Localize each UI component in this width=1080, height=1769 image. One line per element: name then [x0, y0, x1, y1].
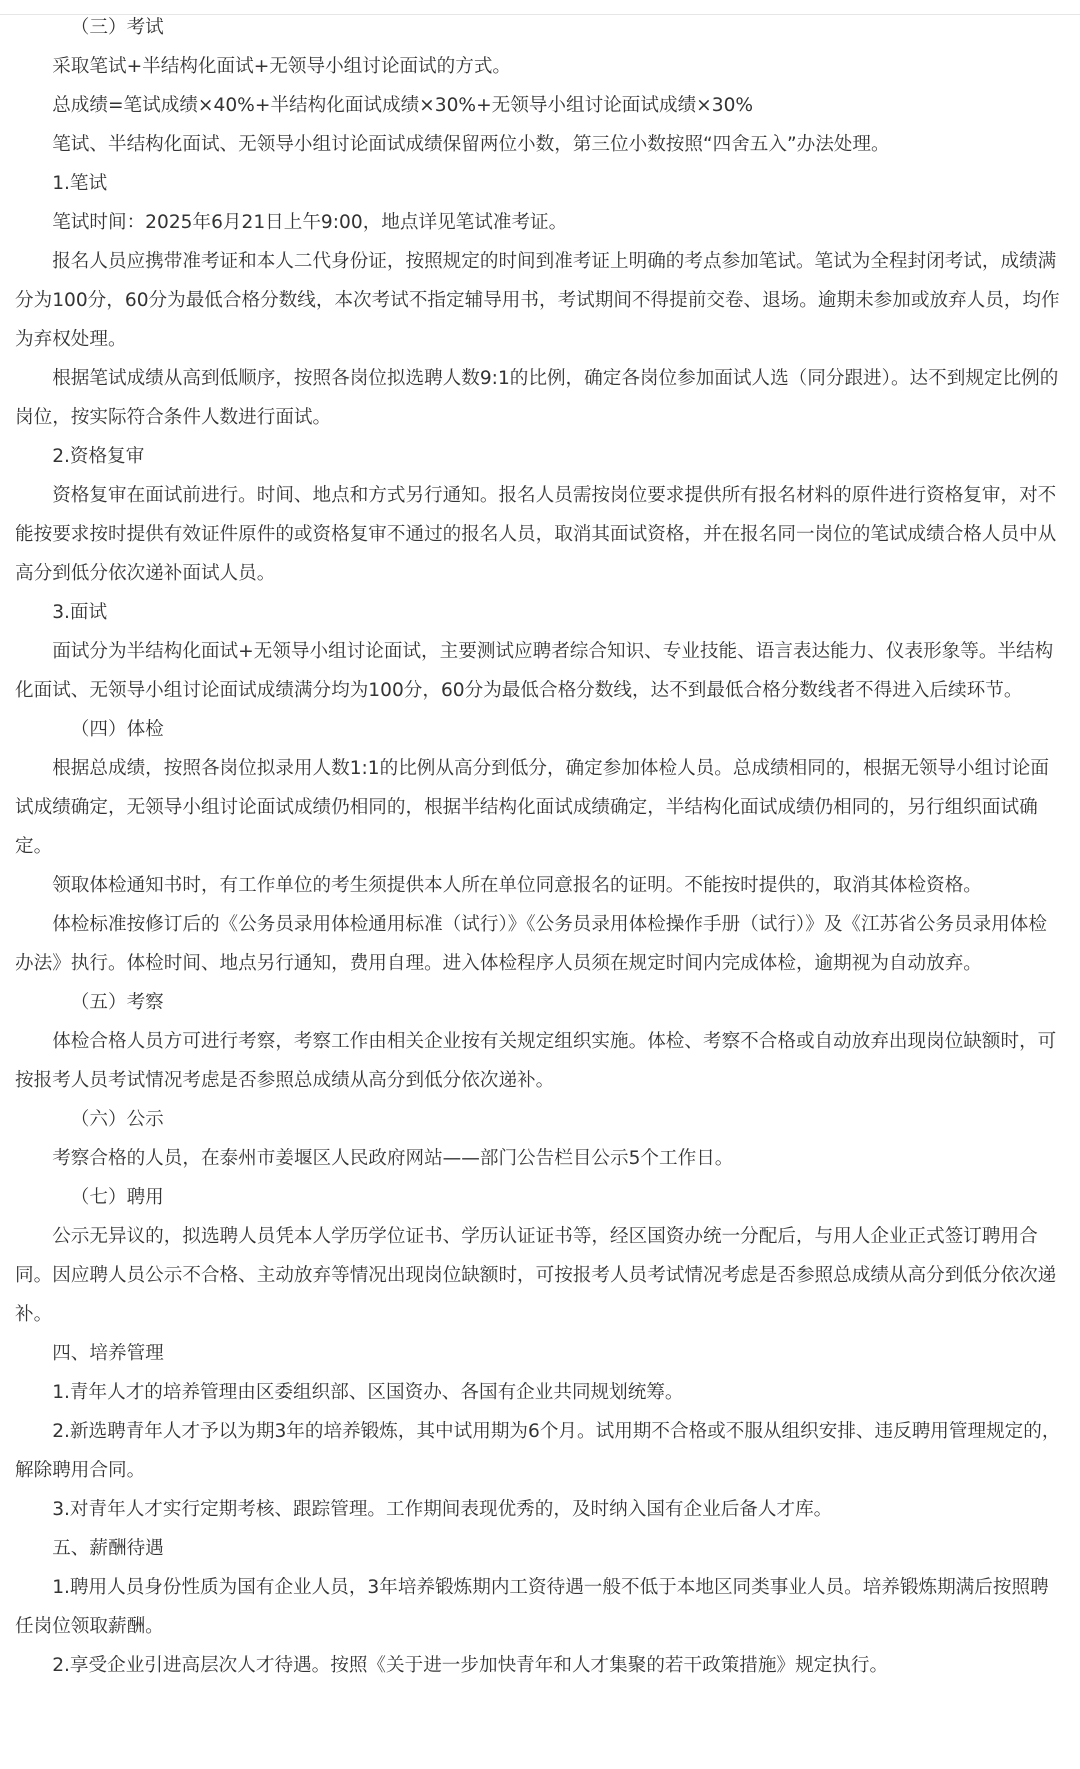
chapter-heading-training: 四、培养管理 [52, 1343, 164, 1364]
paragraph: 公示无异议的，拟选聘人员凭本人学历学位证书、学历认证证书等，经区国资办统一分配后，与用人企业正式签订聘用合同。因应聘人员公示不合格、主动放弃等情况出现岗位缺额时，可按报考人员考试情况考虑是否参照总成绩从高分到低分依次递补。 [15, 1226, 1057, 1325]
paragraph: 笔试、半结构化面试、无领导小组讨论面试成绩保留两位小数，第三位小数按照“四舍五入”办法处理。 [52, 134, 890, 155]
document-body [15, 8, 1065, 1685]
chapter-heading-salary: 五、薪酬待遇 [52, 1538, 164, 1559]
section-heading-inspection: （五）考察 [70, 992, 164, 1013]
paragraph: 体检标准按修订后的《公务员录用体检通用标准（试行）》《公务员录用体检操作手册（试行）》及《江苏省公务员录用体检办法》执行。体检时间、地点另行通知，费用自理。进入体检程序人员须在规定时间内完成体检，逾期视为自动放弃。 [15, 914, 1047, 974]
paragraph: 采取笔试+半结构化面试+无领导小组讨论面试的方式。 [52, 56, 512, 77]
paragraph: 笔试时间：2025年6月21日上午9:00，地点详见笔试准考证。 [52, 212, 568, 233]
paragraph: 总成绩=笔试成绩×40%+半结构化面试成绩×30%+无领导小组讨论面试成绩×30% [52, 95, 754, 116]
section-heading-publicity: （六）公示 [70, 1109, 164, 1130]
paragraph: 1.青年人才的培养管理由区委组织部、区国资办、各国有企业共同规划统筹。 [52, 1382, 684, 1403]
paragraph: 1.聘用人员身份性质为国有企业人员，3年培养锻炼期内工资待遇一般不低于本地区同类事业人员。培养锻炼期满后按照聘任岗位领取薪酬。 [15, 1577, 1049, 1637]
subheading-interview: 3.面试 [52, 602, 108, 623]
paragraph: 2.新选聘青年人才予以为期3年的培养锻炼，其中试用期为6个月。试用期不合格或不服从组织安排、违反聘用管理规定的，解除聘用合同。 [15, 1421, 1061, 1481]
paragraph: 报名人员应携带准考证和本人二代身份证，按照规定的时间到准考证上明确的考点参加笔试。笔试为全程封闭考试，成绩满分为100分，60分为最低合格分数线，本次考试不指定辅导用书，考试期间不得提前交卷、退场。逾期未参加或放弃人员，均作为弃权处理。 [15, 251, 1060, 350]
paragraph: 体检合格人员方可进行考察，考察工作由相关企业按有关规定组织实施。体检、考察不合格或自动放弃出现岗位缺额时，可按报考人员考试情况考虑是否参照总成绩从高分到低分依次递补。 [15, 1031, 1057, 1091]
section-heading-exam: （三）考试 [70, 17, 164, 38]
paragraph: 3.对青年人才实行定期考核、跟踪管理。工作期间表现优秀的，及时纳入国有企业后备人才库。 [52, 1499, 833, 1520]
subheading-qualification-review: 2.资格复审 [52, 446, 145, 467]
paragraph: 资格复审在面试前进行。时间、地点和方式另行通知。报名人员需按岗位要求提供所有报名材料的原件进行资格复审，对不能按要求按时提供有效证件原件的或资格复审不通过的报名人员，取消其面试资格，并在报名同一岗位的笔试成绩合格人员中从高分到低分依次递补面试人员。 [15, 485, 1057, 584]
paragraph: 领取体检通知书时，有工作单位的考生须提供本人所在单位同意报名的证明。不能按时提供的，取消其体检资格。 [52, 875, 982, 896]
paragraph: 考察合格的人员，在泰州市姜堰区人民政府网站——部门公告栏目公示5个工作日。 [52, 1148, 734, 1169]
section-heading-medical: （四）体检 [70, 719, 164, 740]
paragraph: 根据笔试成绩从高到低顺序，按照各岗位拟选聘人数9:1的比例，确定各岗位参加面试人选（同分跟进）。达不到规定比例的岗位，按实际符合条件人数进行面试。 [15, 368, 1059, 428]
subheading-written-exam: 1.笔试 [52, 173, 108, 194]
paragraph: 2.享受企业引进高层次人才待遇。按照《关于进一步加快青年和人才集聚的若干政策措施》规定执行。 [52, 1655, 889, 1676]
paragraph: 面试分为半结构化面试+无领导小组讨论面试，主要测试应聘者综合知识、专业技能、语言表达能力、仪表形象等。半结构化面试、无领导小组讨论面试成绩满分均为100分，60分为最低合格分数线，达不到最低合格分数线者不得进入后续环节。 [15, 641, 1054, 701]
section-heading-employment: （七）聘用 [70, 1187, 164, 1208]
paragraph: 根据总成绩，按照各岗位拟录用人数1:1的比例从高分到低分，确定参加体检人员。总成绩相同的，根据无领导小组讨论面试成绩确定，无领导小组讨论面试成绩仍相同的，根据半结构化面试成绩确定，半结构化面试成绩仍相同的，另行组织面试确定。 [15, 758, 1049, 857]
